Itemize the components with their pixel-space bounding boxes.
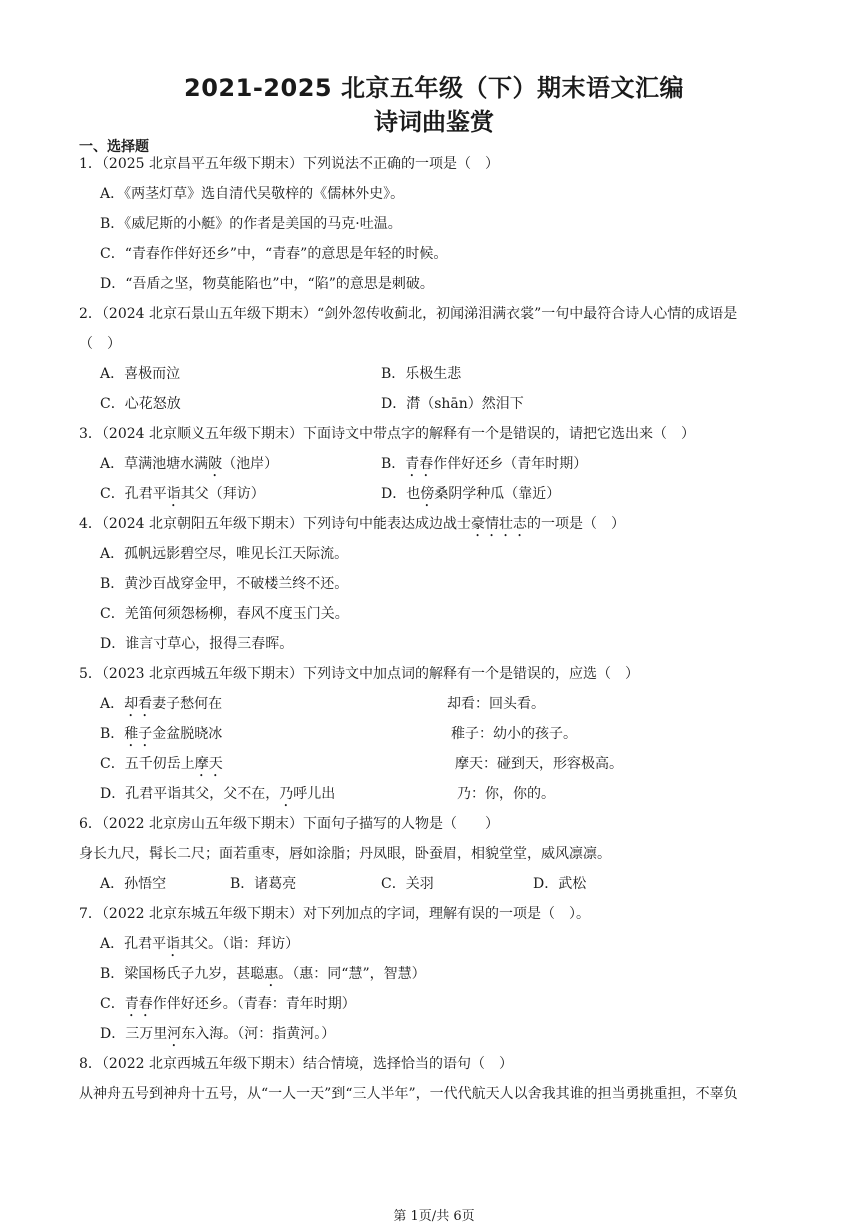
question-2-option-d: D．潸（shān）然泪下 — [381, 396, 524, 412]
question-5-option-a-explanation: 却看：回头看。 — [447, 696, 545, 712]
question-5-option-d-explanation: 乃：你，你的。 — [457, 786, 555, 802]
question-1-stem: 1．（2025 北京昌平五年级下期末）下列说法不正确的一项是（ ） — [79, 156, 499, 172]
question-1-option-a: A．《两茎灯草》选自清代吴敬梓的《儒林外史》。 — [100, 186, 405, 202]
question-3-option-c: C．孔君平诣其父（拜访） — [100, 486, 265, 502]
question-6-option-b: B．诸葛亮 — [230, 876, 297, 892]
question-8-passage: 从神舟五号到神舟十五号，从“一人一天”到“三人半年”，一代代航天人以舍我其谁的担当勇挑重担，不辜负 — [79, 1086, 738, 1102]
question-2-option-b: B．乐极生悲 — [381, 366, 462, 382]
question-4-stem: 4．（2024 北京朝阳五年级下期末）下列诗句中能表达成边战士豪情壮志的一项是（ ） — [79, 516, 625, 532]
question-7-option-c: C．青春作伴好还乡。（青春：青年时期） — [100, 996, 356, 1012]
question-5-option-a: A．却看妻子愁何在 — [100, 696, 223, 712]
question-5-option-c-explanation: 摩天：碰到天，形容极高。 — [455, 756, 623, 772]
question-2-option-a: A．喜极而泣 — [100, 366, 181, 382]
question-6-passage: 身长九尺，髯长二尺；面若重枣，唇如涂脂；丹凤眼，卧蚕眉，相貌堂堂，威风凛凛。 — [79, 846, 611, 862]
question-3-stem: 3．（2024 北京顺义五年级下期末）下面诗文中带点字的解释有一个是错误的，请把它选出来（ ） — [79, 426, 695, 442]
section-heading: 一、选择题 — [79, 139, 149, 155]
question-7-option-b: B．梁国杨氏子九岁，甚聪惠。（惠：同“慧”，智慧） — [100, 966, 426, 982]
question-6-option-d: D．武松 — [533, 876, 587, 892]
question-5-stem: 5．（2023 北京西城五年级下期末）下列诗文中加点词的解释有一个是错误的，应选（ ） — [79, 666, 639, 682]
document-subtitle: 诗词曲鉴赏 — [374, 108, 494, 136]
question-1-option-c: C．“青春作伴好还乡”中，“青春”的意思是年轻的时候。 — [100, 246, 448, 262]
question-5-option-b-explanation: 稚子：幼小的孩子。 — [451, 726, 577, 742]
question-2-stem: 2．（2024 北京石景山五年级下期末）“剑外忽传收蓟北，初闻涕泪满衣裳”一句中最符合诗人心情的成语是 — [79, 306, 738, 322]
question-7-stem: 7．（2022 北京东城五年级下期末）对下列加点的字词，理解有误的一项是（ ）。 — [79, 906, 590, 922]
question-4-option-d: D．谁言寸草心，报得三春晖。 — [100, 636, 294, 652]
question-5-option-b: B．稚子金盆脱晓冰 — [100, 726, 223, 742]
question-1-option-b: B．《威尼斯的小艇》的作者是美国的马克·吐温。 — [100, 216, 402, 232]
question-7-option-a: A．孔君平诣其父。（诣：拜访） — [100, 936, 300, 952]
question-4-option-b: B．黄沙百战穿金甲，不破楼兰终不还。 — [100, 576, 349, 592]
question-3-option-d: D．也傍桑阴学种瓜（靠近） — [381, 486, 561, 502]
question-6-option-a: A．孙悟空 — [100, 876, 167, 892]
question-2-stem-cont: （ ） — [79, 336, 121, 352]
question-8-stem: 8．（2022 北京西城五年级下期末）结合情境，选择恰当的语句（ ） — [79, 1056, 513, 1072]
page-number-footer: 第 1页/共 6页 — [393, 1209, 475, 1224]
question-4-option-a: A．孤帆远影碧空尽，唯见长江天际流。 — [100, 546, 349, 562]
question-2-option-c: C．心花怒放 — [100, 396, 181, 412]
question-6-option-c: C．关羽 — [381, 876, 434, 892]
document-title: 2021-2025 北京五年级（下）期末语文汇编 — [184, 74, 684, 102]
question-1-option-d: D．“吾盾之坚，物莫能陷也”中，“陷”的意思是刺破。 — [100, 276, 434, 292]
question-7-option-d: D．三万里河东入海。（河：指黄河。） — [100, 1026, 336, 1042]
question-6-stem: 6．（2022 北京房山五年级下期末）下面句子描写的人物是（ ） — [79, 816, 499, 832]
question-3-option-a: A．草满池塘水满陂（池岸） — [100, 456, 279, 472]
question-5-option-c: C．五千仞岳上摩天 — [100, 756, 223, 772]
question-4-option-c: C．羌笛何须怨杨柳，春风不度玉门关。 — [100, 606, 349, 622]
question-5-option-d: D．孔君平诣其父，父不在，乃呼儿出 — [100, 786, 336, 802]
question-3-option-b: B．青春作伴好还乡（青年时期） — [381, 456, 588, 472]
